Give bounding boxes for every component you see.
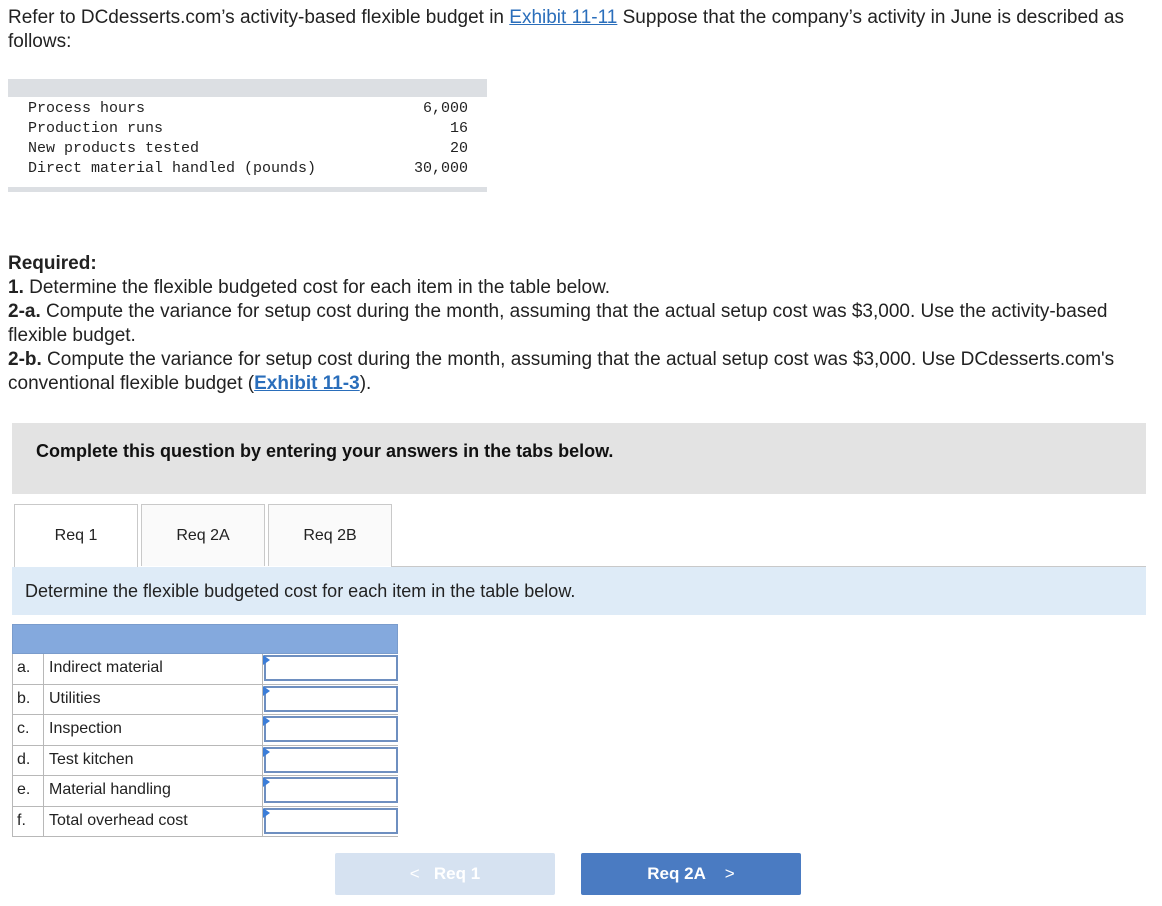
row-letter: a.: [17, 659, 31, 676]
row-label: Test kitchen: [49, 750, 134, 768]
column-divider: [43, 807, 44, 837]
tab-instruction-text: Determine the flexible budgeted cost for each item in the table below.: [25, 581, 576, 601]
row-label: Indirect material: [49, 659, 163, 676]
table-row: [12, 685, 398, 716]
inspection-input[interactable]: [264, 716, 398, 742]
next-button-label: Req 2A: [647, 864, 706, 883]
activity-table-bottom-bar: [8, 187, 487, 192]
answer-cell: [262, 807, 399, 837]
table-row: [12, 807, 398, 838]
activity-label: Process hours: [28, 100, 146, 117]
next-req-2a-button[interactable]: [581, 853, 801, 895]
requirement-number: 2-a.: [8, 301, 41, 322]
activity-value: 20: [449, 140, 468, 157]
tab-req-2a[interactable]: Req 2A: [141, 504, 265, 566]
cell-marker-icon: [263, 716, 270, 726]
activity-row: [28, 119, 468, 139]
prev-req-1-button[interactable]: [335, 853, 555, 895]
answer-cell: [262, 776, 399, 806]
row-letter: b.: [17, 689, 31, 707]
column-divider: [43, 654, 44, 684]
activity-row: [28, 139, 468, 159]
requirement-number: 2-b.: [8, 349, 42, 370]
requirement-text: Determine the flexible budgeted cost for each item in the table below.: [23, 277, 611, 298]
requirement-2a: [8, 300, 1148, 348]
intro-text: [8, 6, 1148, 54]
answer-cell: [262, 654, 399, 684]
activity-label: New products tested: [28, 140, 200, 157]
answer-cell: [262, 685, 399, 715]
row-label: Material handling: [49, 781, 171, 798]
activity-value: 30,000: [413, 160, 468, 177]
chevron-left-icon: <: [409, 864, 420, 883]
required-heading: Required:: [8, 253, 97, 274]
requirement-text: Compute the variance for setup cost during the month, assuming that the actual setup cost was $3,000. Use DCdesserts.com's conventional flexible budget (: [8, 349, 1115, 394]
instructions-banner: [12, 423, 1146, 494]
required-section: [8, 252, 1148, 396]
cell-marker-icon: [263, 777, 270, 787]
answer-table-header: [12, 624, 398, 654]
answer-cell: [262, 746, 399, 776]
requirement-2b: [8, 348, 1148, 396]
table-row: [12, 715, 398, 746]
cell-marker-icon: [263, 747, 270, 757]
answer-table: [12, 624, 398, 837]
row-letter: d.: [17, 750, 31, 768]
tab-req-2b[interactable]: Req 2B: [268, 504, 392, 566]
table-row: [12, 746, 398, 777]
row-letter: e.: [17, 781, 31, 798]
total-overhead-cost-input[interactable]: [264, 808, 398, 834]
activity-table-top-bar: [8, 79, 487, 97]
test-kitchen-input[interactable]: [264, 747, 398, 773]
activity-value: 16: [449, 120, 468, 137]
prev-button-label: Req 1: [433, 864, 481, 883]
table-row: [12, 776, 398, 807]
column-divider: [43, 776, 44, 806]
row-letter: c.: [17, 720, 30, 737]
requirement-number: 1.: [8, 277, 24, 298]
row-label: Total overhead cost: [49, 811, 188, 829]
tab-req-1[interactable]: Req 1: [14, 504, 138, 568]
row-label: Inspection: [49, 720, 122, 737]
column-divider: [43, 746, 44, 776]
activity-table: [8, 79, 487, 195]
intro-after: Suppose that the company’s activity in June is described as follows:: [8, 7, 1124, 52]
row-label: Utilities: [49, 689, 101, 707]
cell-marker-icon: [263, 808, 270, 818]
requirement-1: [8, 276, 1148, 300]
activity-value: 6,000: [422, 100, 468, 117]
activity-row: [28, 159, 468, 179]
tab-instruction: [12, 567, 1146, 615]
column-divider: [43, 685, 44, 715]
intro-before: Refer to DCdesserts.com’s activity-based flexible budget in: [8, 7, 510, 28]
chevron-right-icon: >: [724, 864, 735, 883]
activity-label: Direct material handled (pounds): [28, 160, 317, 177]
requirement-text-end: ).: [359, 373, 372, 394]
row-letter: f.: [17, 811, 26, 829]
indirect-material-input[interactable]: [264, 655, 398, 681]
cell-marker-icon: [263, 686, 270, 696]
exhibit-11-3-link[interactable]: Exhibit 11-3: [254, 373, 360, 394]
column-divider: [43, 715, 44, 745]
utilities-input[interactable]: [264, 686, 398, 712]
cell-marker-icon: [263, 655, 270, 665]
activity-label: Production runs: [28, 120, 164, 137]
activity-row: [28, 99, 468, 119]
answer-cell: [262, 715, 399, 745]
material-handling-input[interactable]: [264, 777, 398, 803]
table-row: [12, 654, 398, 685]
requirement-text: Compute the variance for setup cost during the month, assuming that the actual setup cost was $3,000. Use the activity-based flexible budget.: [8, 301, 1108, 346]
banner-text: Complete this question by entering your answers in the tabs below.: [36, 441, 614, 461]
exhibit-11-11-link[interactable]: Exhibit 11-11: [509, 7, 618, 28]
